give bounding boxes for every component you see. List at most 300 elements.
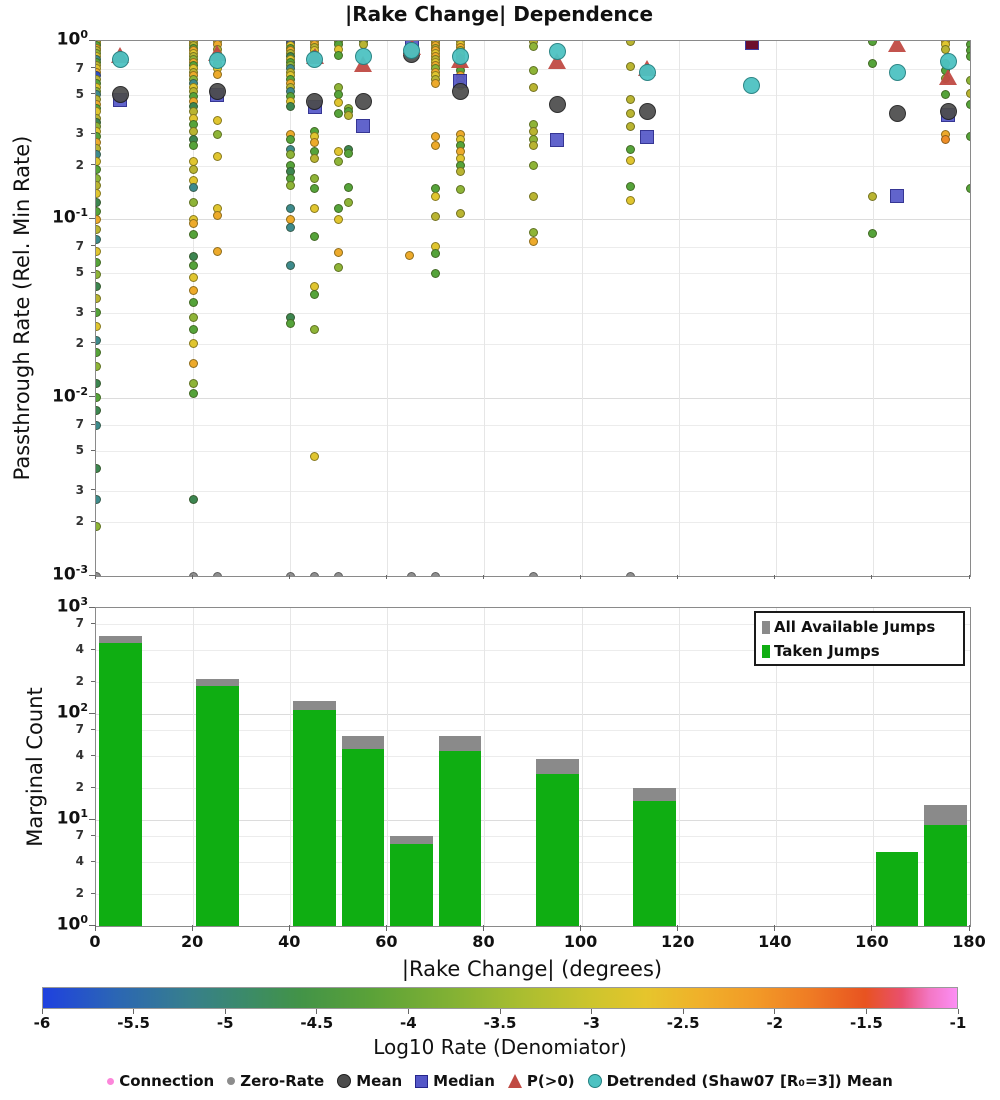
x-tick [871,925,872,931]
top-y-axis-label: Passthrough Rate (Rel. Min Rate) [10,135,34,481]
scatter-point [286,319,295,328]
bar-taken [196,686,239,926]
colorbar-tick-label: -5.5 [117,1014,150,1032]
y-minor-label: 4 [75,642,84,657]
bar-taken [536,774,579,926]
scatter-point [96,495,101,504]
scatter-point [96,294,101,303]
scatter-point [189,313,198,322]
scatter-point [310,290,319,299]
scatter-point [286,223,295,232]
scatter-plot-area [96,41,970,576]
detrended-mean-marker [452,48,469,65]
legend-item [415,1072,495,1090]
gridline-vertical [582,41,583,576]
legend-swatch [762,621,770,634]
mean-marker [355,93,372,110]
scatter-point [626,62,635,71]
x-tick-top-panel [677,575,678,579]
bar-taken [876,852,919,926]
scatter-point [96,322,101,331]
scatter-point [868,229,877,238]
scatter-point [310,452,319,461]
gridline-minor [96,451,970,452]
y-minor-tick [91,450,95,451]
scatter-point [96,421,101,430]
y-minor-label: 5 [75,265,84,280]
scatter-point [529,42,538,51]
y-tick [89,607,95,608]
gridline-vertical [387,41,388,576]
scatter-point [96,362,101,371]
colorbar-tick-label: -2.5 [666,1014,700,1032]
y-tick [89,819,95,820]
y-tick-label: $10^{-2}$ [52,384,88,407]
x-tick [774,925,775,931]
scatter-point [431,269,440,278]
scatter-point [96,235,101,244]
scatter-point [189,325,198,334]
scatter-point [529,141,538,150]
y-minor-label: 5 [75,86,84,101]
y-minor-label: 5 [75,443,84,458]
y-minor-tick [91,164,95,165]
bar-taken [924,825,967,926]
scatter-point [286,135,295,144]
y-tick-label: $10^2$ [56,701,88,723]
median-marker [890,189,904,203]
x-tick [483,925,484,931]
scatter-point [626,109,635,118]
detrended-mean-marker [306,51,323,68]
x-tick-top-panel [95,575,96,579]
scatter-point [96,225,101,234]
scatter-point [310,325,319,334]
y-minor-label: 7 [75,722,84,737]
scatter-point [529,83,538,92]
scatter-point [626,156,635,165]
y-tick-label: $10^1$ [56,807,88,829]
scatter-point [626,196,635,205]
gridline-minor [96,522,970,523]
scatter-point [96,258,101,267]
scatter-point [213,116,222,125]
zero-rate-point [310,572,319,577]
scatter-point [626,95,635,104]
scatter-point [96,165,101,174]
y-minor-label: 3 [75,482,84,497]
scatter-point [456,209,465,218]
gridline-vertical [484,608,485,926]
x-tick-label: 120 [660,932,695,951]
y-minor-tick [91,245,95,246]
scatter-point [189,141,198,150]
scatter-point [189,339,198,348]
gridline-vertical [873,41,874,576]
scatter-point [286,181,295,190]
legend-item [762,642,958,660]
colorbar [42,987,958,1009]
colorbar-tick-label: -3 [583,1014,600,1032]
scatter-point [966,100,971,109]
gridline-vertical [290,41,291,576]
zero-rate-point [96,572,101,577]
x-tick-top-panel [969,575,970,579]
scatter-point [96,270,101,279]
scatter-point [96,379,101,388]
gridline-minor [96,313,970,314]
y-tick [89,218,95,219]
colorbar-label: Log10 Rate (Denomiator) [373,1035,627,1059]
scatter-point [941,90,950,99]
y-minor-label: 7 [75,238,84,253]
scatter-point [96,522,101,531]
scatter-point [213,247,222,256]
x-tick-top-panel [386,575,387,579]
x-tick-label: 20 [180,932,204,951]
y-tick [89,713,95,714]
zero-rate-point [189,572,198,577]
legend-item-label: Mean [356,1072,403,1090]
scatter-point [941,135,950,144]
y-minor-label: 4 [75,748,84,763]
x-tick [192,925,193,931]
colorbar-tick-label: -6 [33,1014,51,1032]
scatter-point [96,406,101,415]
scatter-point [334,98,343,107]
scatter-point [529,228,538,237]
scatter-point [213,70,222,79]
bar-taken [293,710,336,926]
gridline-minor [96,491,970,492]
detrended-icon [588,1074,602,1088]
page-title: |Rake Change| Dependence [344,2,654,26]
mean-icon [337,1074,351,1088]
mean-marker [452,83,469,100]
x-tick-top-panel [774,575,775,579]
x-tick-top-panel [871,575,872,579]
y-minor-tick [91,272,95,273]
zero-rate-point [407,572,416,577]
scatter-point [213,130,222,139]
zero-rate-point [626,572,635,577]
legend-item [337,1072,402,1090]
scatter-point [96,282,101,291]
scatter-point [456,185,465,194]
y-minor-tick [91,893,95,894]
y-tick [89,396,95,397]
scatter-point [286,261,295,270]
bar-taken [390,844,433,926]
gridline-minor [96,425,970,426]
detrended-mean-marker [209,52,226,69]
legend-item-label: Detrended (Shaw07 [R₀=3]) Mean [606,1072,893,1090]
scatter-point [966,184,971,193]
scatter-point [189,359,198,368]
gridline-vertical [484,41,485,576]
median-marker [550,133,564,147]
y-minor-tick [91,835,95,836]
scatter-point [96,348,101,357]
histogram-panel [95,607,971,927]
y-minor-tick [91,787,95,788]
zero-rate-point [334,572,343,577]
gridline-vertical [679,608,680,926]
p-gt0-marker [939,69,957,85]
scatter-point [310,154,319,163]
scatter-point [189,273,198,282]
scatter-point [529,161,538,170]
y-minor-tick [91,681,95,682]
y-minor-label: 7 [75,828,84,843]
detrended-mean-marker [355,48,372,65]
x-tick-label: 100 [563,932,598,951]
scatter-point [310,138,319,147]
detrended-mean-marker [639,64,656,81]
scatter-point [96,336,101,345]
x-tick-label: 180 [952,932,986,951]
scatter-point [310,204,319,213]
scatter-point [966,132,971,141]
y-minor-label: 2 [75,335,84,350]
scatter-point [626,145,635,154]
colorbar-tick-label: -1.5 [849,1014,883,1032]
scatter-point [189,389,198,398]
scatter-point [213,211,222,220]
y-minor-tick [91,424,95,425]
detrended-mean-marker [549,43,566,60]
gridline-vertical [290,608,291,926]
scatter-point [344,111,353,120]
scatter-point [334,51,343,60]
y-minor-label: 7 [75,616,84,631]
x-tick-label: 80 [472,932,495,951]
x-tick-label: 60 [375,932,398,951]
x-tick-top-panel [289,575,290,579]
x-tick-label: 160 [855,932,889,951]
scatter-point [189,165,198,174]
scatter-point [344,149,353,158]
legend-item [107,1072,214,1090]
scatter-point [96,198,101,207]
median-icon [415,1075,428,1088]
x-axis-label: |Rake Change| (degrees) [401,957,663,981]
y-tick-label: $10^0$ [56,28,88,50]
scatter-point [189,495,198,504]
x-tick [289,925,290,931]
gridline-minor [96,344,970,345]
scatter-point [310,174,319,183]
scatter-point [456,167,465,176]
scatter-point [96,308,101,317]
y-minor-tick [91,133,95,134]
y-minor-label: 2 [75,157,84,172]
gridline-major [96,398,970,399]
y-minor-tick [91,489,95,490]
legend-item [762,618,958,636]
scatter-point [96,393,101,402]
bar-taken [99,643,142,926]
gridline-vertical [193,608,194,926]
mean-marker [940,103,957,120]
y-minor-tick [91,861,95,862]
x-tick [386,925,387,931]
zero-rate-point [213,572,222,577]
scatter-point [431,132,440,141]
zero-rate-point [529,572,538,577]
colorbar-tick-label: -2 [766,1014,784,1032]
zero-rate-point [286,572,295,577]
colorbar-tick-label: -4 [400,1014,417,1032]
scatter-point [431,141,440,150]
scatter-point [286,204,295,213]
connection-icon [107,1078,114,1085]
scatter-point [529,237,538,246]
gridline-minor [96,95,970,96]
scatter-point [189,198,198,207]
legend-item-label: P(>0) [526,1072,575,1090]
colorbar-tick-label: -3.5 [483,1014,517,1032]
y-tick [89,40,95,41]
scatter-point [334,147,343,156]
y-minor-tick [91,93,95,94]
mean-marker [549,96,566,113]
scatter-point [334,109,343,118]
colorbar-tick-label: -5 [216,1014,234,1032]
scatter-point [344,183,353,192]
y-minor-label: 4 [75,854,84,869]
scatter-point [189,252,198,261]
gridline-minor [96,273,970,274]
scatter-point [189,298,198,307]
median-marker [640,130,654,144]
y-minor-tick [91,67,95,68]
scatter-point [334,204,343,213]
bar-taken [633,801,676,926]
scatter-point [310,184,319,193]
scatter-point [189,379,198,388]
histogram-legend [754,611,965,666]
scatter-point [344,198,353,207]
y-minor-tick [91,521,95,522]
scatter-point [966,76,971,85]
median-marker [356,119,370,133]
legend-item [227,1072,324,1090]
gridline-major [96,219,970,220]
zero-rate-point [431,572,440,577]
bar-taken [439,751,482,926]
scatter-point [310,232,319,241]
y-tick-label: $10^{-1}$ [52,206,88,228]
y-tick-label: $10^{-3}$ [52,563,88,585]
scatter-point [431,249,440,258]
detrended-mean-marker [403,42,420,59]
scatter-point [529,192,538,201]
scatter-point [334,248,343,257]
x-tick-label: 140 [758,932,792,951]
y-minor-tick [91,729,95,730]
zerorate-icon [227,1077,235,1085]
y-minor-label: 3 [75,126,84,141]
marker-legend [0,1072,1000,1090]
scatter-point [96,464,101,473]
legend-item-label: Zero-Rate [240,1072,325,1090]
legend-item-label: Median [433,1072,495,1090]
y-minor-label: 2 [75,514,84,529]
detrended-mean-marker [940,53,957,70]
scatter-point [626,41,635,46]
y-tick-label: $10^0$ [56,913,88,935]
y-minor-label: 7 [75,60,84,75]
x-tick [677,925,678,931]
legend-item-label: All Available Jumps [774,618,936,636]
scatter-point [405,251,414,260]
p0-icon [508,1074,522,1088]
y-minor-label: 2 [75,886,84,901]
y-minor-tick [91,342,95,343]
x-tick [580,925,581,931]
legend-item [588,1072,893,1090]
median-dark-red-marker [745,41,759,50]
scatter-point [96,247,101,256]
x-tick-top-panel [192,575,193,579]
scatter-point [286,102,295,111]
detrended-mean-marker [112,51,129,68]
x-tick-label: 40 [278,932,301,951]
y-minor-label: 3 [75,304,84,319]
legend-item [508,1072,575,1090]
legend-swatch [762,645,770,658]
y-minor-tick [91,649,95,650]
scatter-point [189,286,198,295]
scatter-point [431,192,440,201]
mean-marker [889,105,906,122]
gridline-vertical [776,41,777,576]
bottom-y-axis-label: Marginal Count [23,687,47,847]
scatter-point [189,183,198,192]
mean-marker [209,83,226,100]
scatter-point [626,122,635,131]
scatter-point [96,189,101,198]
x-tick-top-panel [580,575,581,579]
gridline-vertical [582,608,583,926]
x-tick-label: 0 [89,932,101,951]
y-minor-tick [91,311,95,312]
scatter-point [868,41,877,46]
y-minor-label: 2 [75,780,84,795]
scatter-point [189,219,198,228]
y-minor-label: 7 [75,417,84,432]
scatter-point [868,192,877,201]
x-tick [969,925,970,931]
bar-taken [342,749,385,926]
gridline-vertical [387,608,388,926]
x-tick-top-panel [483,575,484,579]
scatter-point [334,215,343,224]
colorbar-tick-label: -1 [949,1014,967,1032]
scatter-point [189,230,198,239]
scatter-panel [95,40,971,577]
y-minor-tick [91,755,95,756]
scatter-point [96,215,101,224]
scatter-point [213,152,222,161]
y-minor-tick [91,623,95,624]
y-minor-label: 2 [75,674,84,689]
p-gt0-marker [888,41,906,52]
scatter-point [431,79,440,88]
scatter-point [626,182,635,191]
mean-marker [112,86,129,103]
